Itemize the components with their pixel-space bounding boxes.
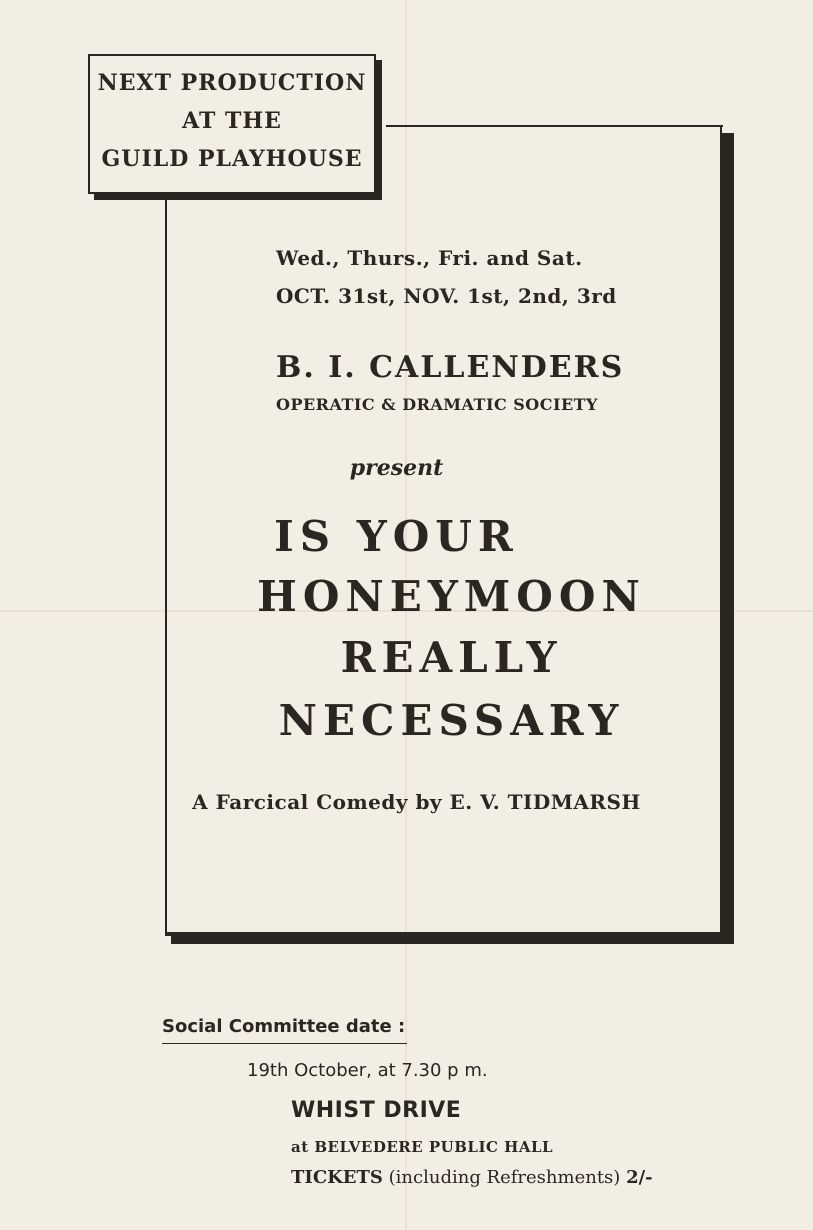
present-label: present <box>349 455 444 481</box>
frame-bottom-shadow <box>171 936 734 944</box>
guild-playhouse-line: GUILD PLAYHOUSE <box>101 146 363 172</box>
play-title-line-2: HONEYMOON <box>257 572 646 621</box>
society-name: B. I. CALLENDERS <box>276 350 625 385</box>
social-date: 19th October, at 7.30 p m. <box>247 1060 488 1081</box>
play-title-line-4: NECESSARY <box>278 696 625 745</box>
tickets-detail: (including Refreshments) <box>388 1167 621 1188</box>
society-subtitle: OPERATIC & DRAMATIC SOCIETY <box>276 395 598 414</box>
venue-line: at BELVEDERE PUBLIC HALL <box>291 1138 554 1156</box>
at-the-line: AT THE <box>182 108 282 134</box>
social-heading-underline <box>162 1043 407 1044</box>
author-line: A Farcical Comedy by E. V. TIDMARSH <box>192 790 641 814</box>
performance-dates: OCT. 31st, NOV. 1st, 2nd, 3rd <box>276 284 617 308</box>
whist-drive-title: WHIST DRIVE <box>291 1098 462 1123</box>
frame-left-border <box>165 194 167 936</box>
social-committee-heading: Social Committee date : <box>162 1016 406 1037</box>
play-title-line-3: REALLY <box>340 633 563 682</box>
tickets-line <box>291 1167 653 1188</box>
performance-days: Wed., Thurs., Fri. and Sat. <box>276 246 583 270</box>
tickets-price: 2/- <box>626 1167 653 1188</box>
next-production-line: NEXT PRODUCTION <box>97 70 367 96</box>
frame-right-shadow <box>722 133 734 943</box>
frame-top-border <box>386 125 723 127</box>
tickets-label: TICKETS <box>291 1167 383 1188</box>
frame-right-border <box>720 125 722 936</box>
frame-bottom-border <box>165 932 722 936</box>
play-title-line-1: IS YOUR <box>274 512 519 561</box>
next-production-box <box>88 54 376 194</box>
